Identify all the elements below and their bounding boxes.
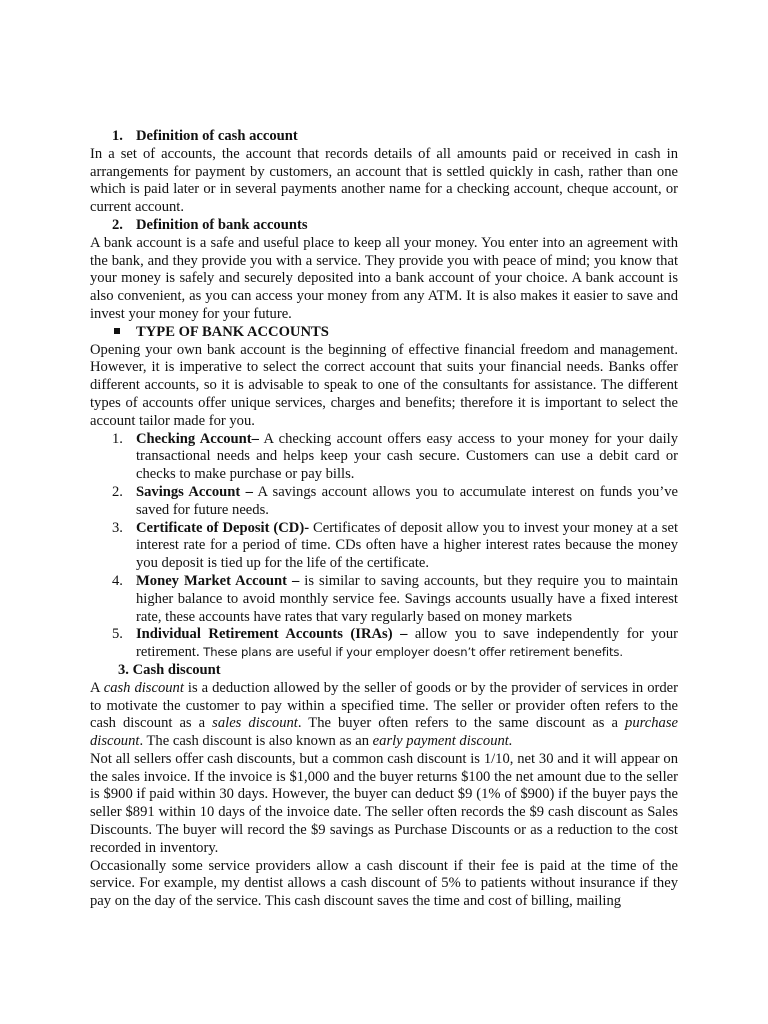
section-number: 2. bbox=[112, 216, 123, 233]
square-bullet-icon bbox=[114, 328, 120, 334]
item-term: Savings Account – bbox=[136, 483, 253, 500]
account-types-list bbox=[90, 431, 678, 662]
cash-account-paragraph: In a set of accounts, the account that records details of all amounts paid or received in cash in arrangements for payment by customers, an account that is settled quickly in cash, rather than one which is paid later or in several payments another name for a checking account, cheque account, or current account. bbox=[90, 145, 678, 216]
document-page bbox=[90, 128, 678, 911]
section-heading-cash-discount bbox=[90, 662, 678, 680]
item-description: A savings account allows you to accumulate interest on funds you’ve saved for future needs. bbox=[136, 483, 678, 518]
item-term: Certificate of Deposit (CD)- bbox=[136, 519, 310, 536]
emphasis-purchase-discount: purchase discount bbox=[90, 715, 678, 750]
item-description: Certificates of deposit allow you to invest your money at a set interest rate for a period of time. CDs often have a higher interest rates because the money you deposit is tied up for the life of the certificate. bbox=[136, 519, 678, 572]
section-heading-bank-accounts bbox=[90, 217, 678, 235]
text-run: is a deduction allowed by the seller of goods or by the provider of services in order to motivate the customer to pay within a specified time. The seller or provider often refers to the cash discount as a bbox=[90, 679, 678, 732]
item-term: Individual Retirement Accounts (IRAs) – bbox=[136, 626, 408, 643]
section-title: Definition of bank accounts bbox=[136, 216, 308, 233]
section-number: 3. bbox=[118, 661, 129, 678]
item-number: 2. bbox=[112, 483, 123, 500]
item-term: Money Market Account – bbox=[136, 572, 300, 589]
emphasis-early-payment: early payment discount. bbox=[372, 733, 513, 750]
list-item bbox=[90, 484, 678, 520]
section-title: TYPE OF BANK ACCOUNTS bbox=[136, 323, 329, 340]
types-intro-paragraph: Opening your own bank account is the beginning of effective financial freedom and management. However, it is imperative to select the correct account that suits your financial needs. Banks offer different accounts, so it is advisable to speak to one of the consultants for assistance. The different types of accounts offer unique services, charges and benefits; therefore it is important to select the account tailor made for you. bbox=[90, 341, 678, 429]
text-run: . The buyer often refers to the same discount as a bbox=[297, 715, 626, 732]
bank-accounts-paragraph: A bank account is a safe and useful place to keep all your money. You enter into an agreement with the bank, and they provide you with a service. They provide you with peace of mind; you know that your money is safely and securely deposited into a bank account of your choice. A bank account is also convenient, as you can access your money from any ATM. It is also makes it easier to save and invest your money for your future. bbox=[90, 234, 678, 322]
item-note: These plans are useful if your employer doesn’t offer retirement benefits. bbox=[199, 645, 623, 660]
emphasis-cash-discount: cash discount bbox=[103, 679, 184, 696]
section-heading-cash-account bbox=[90, 128, 678, 146]
item-number: 5. bbox=[112, 626, 123, 643]
item-number: 4. bbox=[112, 572, 123, 589]
item-description: A checking account offers easy access to your money for your daily transactional needs and helps keep your cash secure. Customers can use a debit card or checks to make purchase or pay bills. bbox=[136, 430, 679, 483]
section-title: Definition of cash account bbox=[136, 128, 298, 144]
section-title: Cash discount bbox=[132, 661, 221, 678]
list-item bbox=[90, 626, 678, 662]
list-item bbox=[90, 520, 678, 573]
item-term: Checking Account– bbox=[136, 430, 259, 447]
item-description: is similar to saving accounts, but they require you to maintain higher balance to avoid monthly service fee. Savings accounts usually have a fixed interest rate, these accounts have rates that vary regularly based on money markets bbox=[136, 572, 678, 625]
text-run: A bbox=[90, 679, 104, 696]
item-number: 1. bbox=[112, 430, 123, 447]
emphasis-sales-discount: sales discount bbox=[212, 715, 298, 732]
item-number: 3. bbox=[112, 519, 123, 536]
list-item bbox=[90, 573, 678, 626]
section-heading-types bbox=[90, 324, 678, 342]
text-run: . The cash discount is also known as an bbox=[139, 733, 373, 750]
list-item bbox=[90, 431, 678, 484]
item-description: allow you to save independently for your retirement. bbox=[136, 626, 678, 661]
service-provider-paragraph: Occasionally some service providers allow a cash discount if their fee is paid at the time of the service. For example, my dentist allows a cash discount of 5% to patients without insurance if they pay on the day of the service. This cash discount saves the time and cost of billing, mailing bbox=[90, 857, 678, 910]
invoice-example-paragraph: Not all sellers offer cash discounts, but a common cash discount is 1/10, net 30 and it will appear on the sales invoice. If the invoice is $1,000 and the buyer returns $100 the net amount due to the seller is $900 if paid within 30 days. However, the buyer can deduct $9 (1% of $900) if the buyer pays the seller $891 within 10 days of the invoice date. The seller often records the $9 cash discount as Sales Discounts. The buyer will record the $9 savings as Purchase Discounts or as a reduction to the cost recorded in inventory. bbox=[90, 750, 678, 856]
cash-discount-paragraph bbox=[90, 680, 678, 751]
section-number: 1. bbox=[112, 128, 123, 144]
